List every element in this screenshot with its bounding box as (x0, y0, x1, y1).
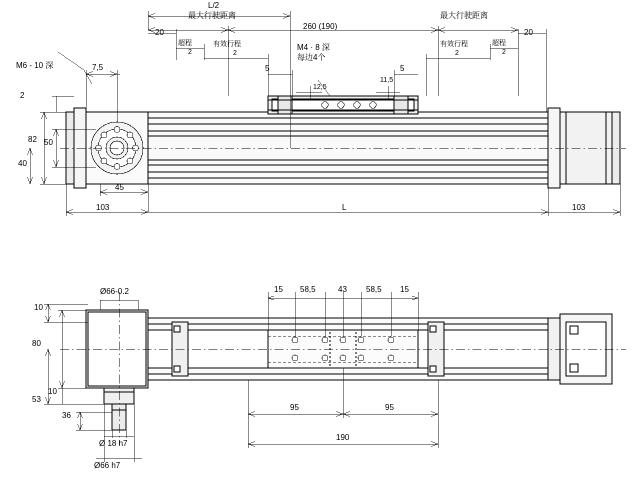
dim-43: 43 (338, 285, 347, 294)
dim-overrun-right: 超程 (492, 40, 506, 47)
dim-center-length: 260 (190) (303, 22, 338, 31)
dim-dia-18-h7: Ø 18 h7 (99, 439, 128, 448)
dim-dia-66-h6: Ø66-0.2 (100, 287, 129, 296)
dim-max-travel-left: 最大行驶距离 (188, 11, 236, 20)
dim-15-right: 15 (400, 285, 409, 294)
dim-overrun-left: 超程 (178, 40, 192, 47)
dim-82: 82 (28, 135, 37, 144)
dim-5-left: 5 (265, 64, 270, 73)
dim-190: 190 (336, 433, 350, 442)
dim-dia-66-h7: Ø66 h7 (94, 461, 121, 470)
dim-max-travel-right: 最大行驶距离 (440, 11, 488, 20)
dim-20-right: 20 (524, 28, 533, 37)
dim-103-right: 103 (572, 203, 586, 212)
dim-95-left: 95 (290, 403, 299, 412)
dim-20-left: 20 (155, 28, 164, 37)
dim-two-left: 2 (188, 49, 192, 56)
dim-40: 40 (18, 159, 27, 168)
dim-two-right-2: 2 (455, 50, 459, 57)
dim-two-left-2: 2 (233, 50, 237, 57)
dim-50: 50 (44, 138, 53, 147)
dim-total-length: L (342, 203, 347, 212)
dim-effective-stroke-right: 有效行程 (440, 41, 468, 48)
dim-12-5: 12,5 (313, 84, 327, 91)
dim-58-5-right: 58,5 (366, 285, 382, 294)
dim-103-left: 103 (96, 203, 110, 212)
dim-2: 2 (20, 91, 25, 100)
dim-7-5: 7,5 (92, 63, 104, 72)
dim-5-right: 5 (400, 64, 405, 73)
callout-m4-sub: 每边4个 (297, 53, 326, 62)
dim-15-left: 15 (274, 285, 283, 294)
dim-effective-stroke-left: 有效行程 (213, 41, 241, 48)
dim-80: 80 (32, 339, 41, 348)
dim-two-right: 2 (502, 49, 506, 56)
dim-11-5: 11,5 (380, 77, 394, 84)
dim-10-bottom: 10 (48, 387, 57, 396)
dim-53: 53 (32, 395, 41, 404)
dim-58-5-left: 58,5 (300, 285, 316, 294)
dim-45: 45 (115, 183, 124, 192)
dim-half-length: L/2 (208, 1, 220, 10)
callout-m4: M4 · 8 深 (297, 43, 330, 52)
dim-36: 36 (62, 411, 71, 420)
callout-m6: M6 - 10 深 (16, 61, 54, 70)
dim-10-top: 10 (34, 303, 43, 312)
dim-95-right: 95 (385, 403, 394, 412)
